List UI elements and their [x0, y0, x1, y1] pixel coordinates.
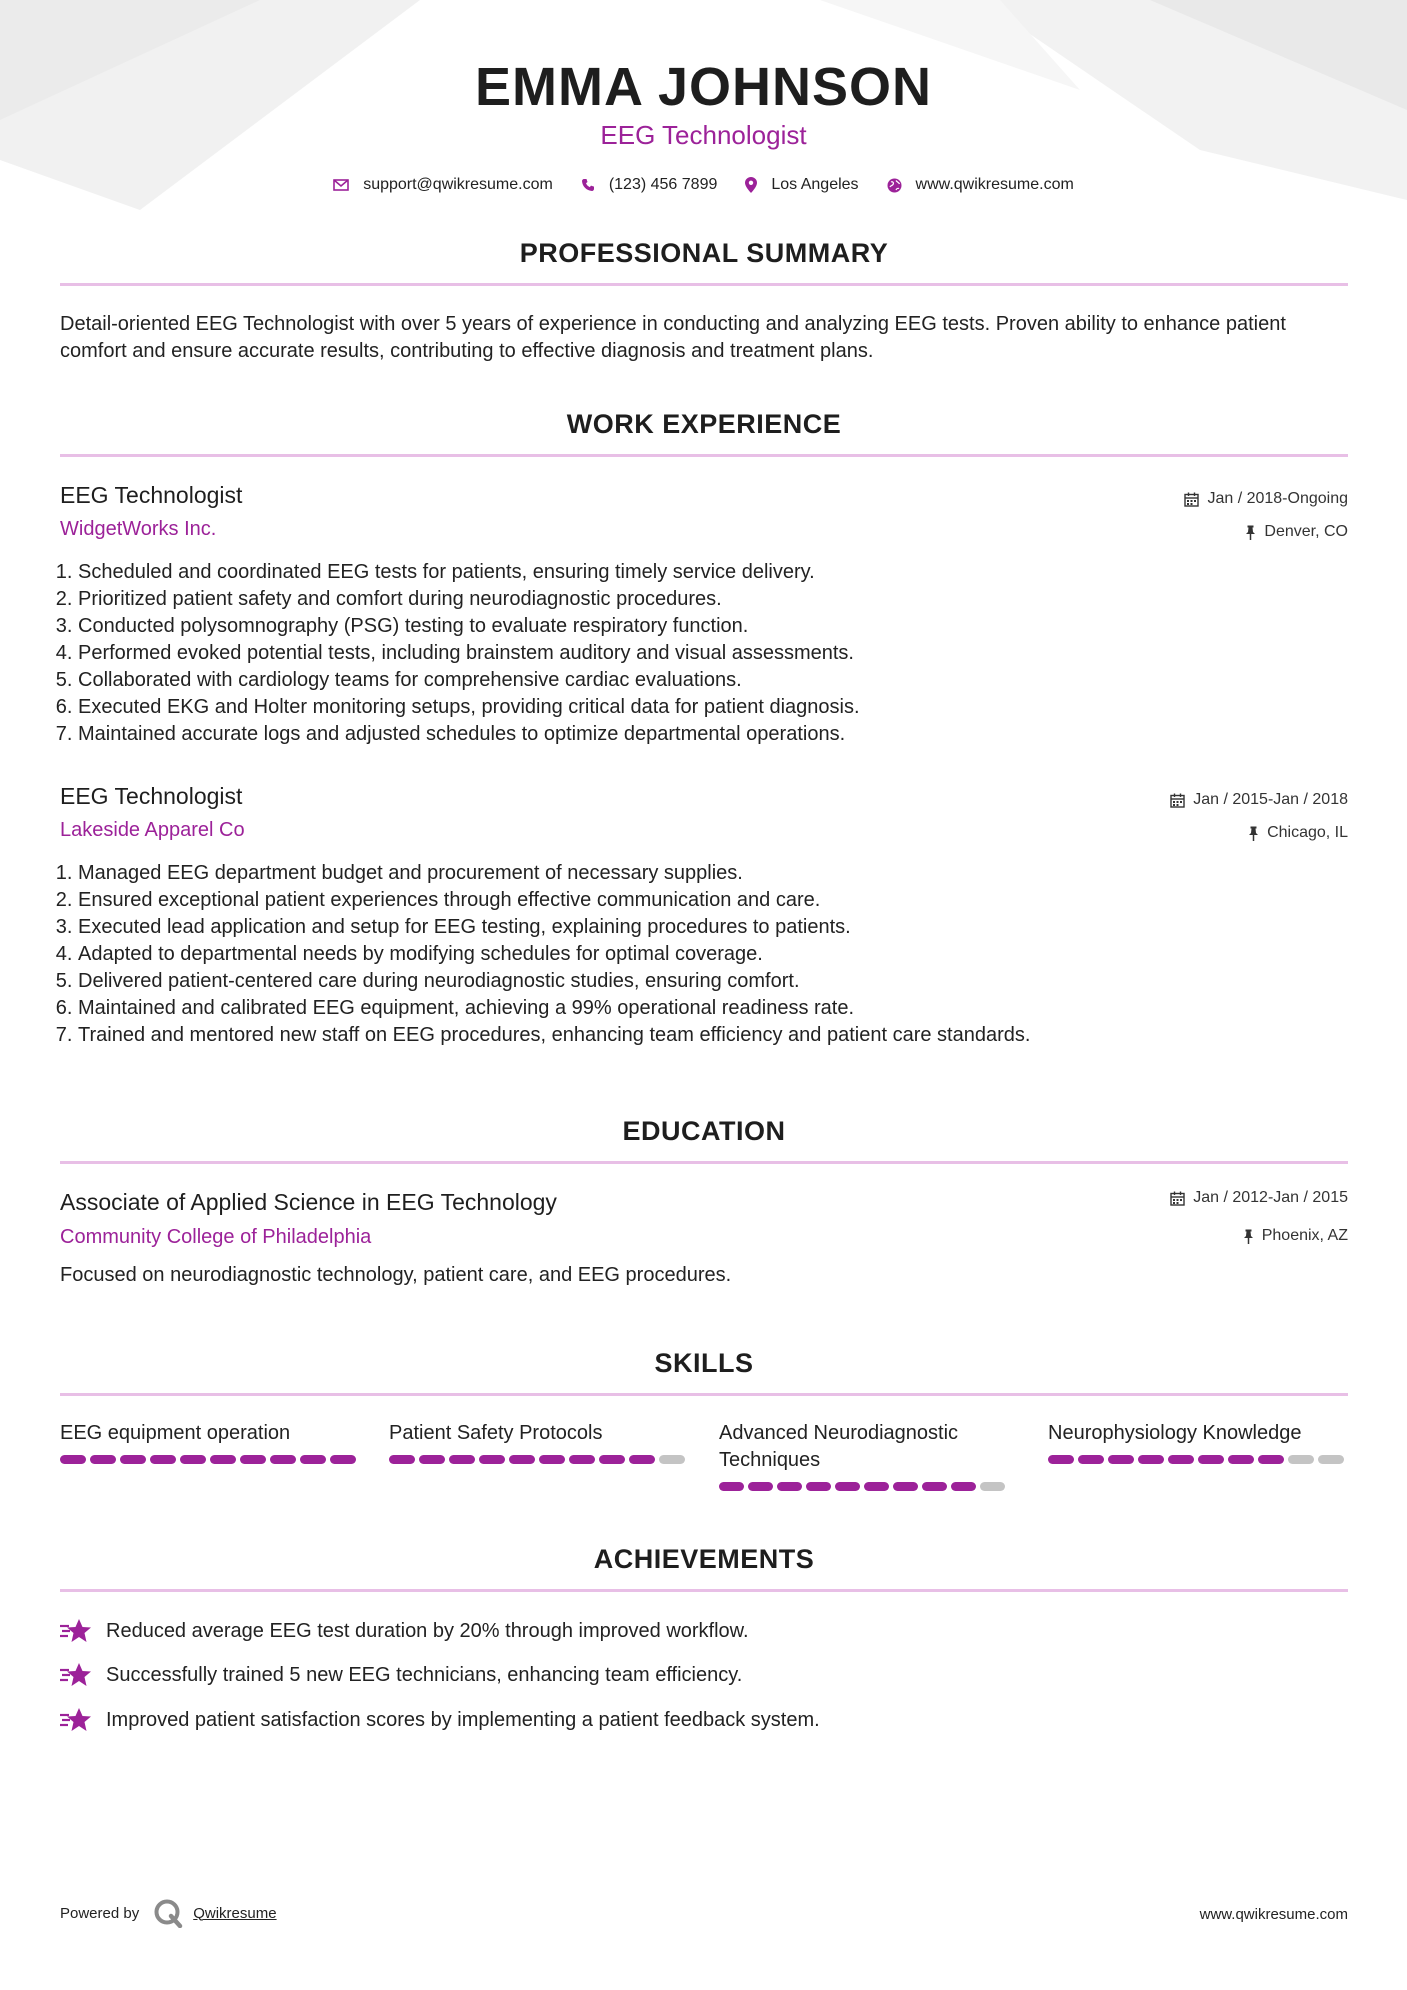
skill-segment-empty: [980, 1482, 1005, 1491]
star-icon: [60, 1662, 92, 1688]
list-item: 4. Adapted to departmental needs by modifying schedules for optimal coverage.: [78, 941, 1358, 968]
skill-label: EEG equipment operation: [60, 1422, 291, 1444]
skill-segment-filled: [599, 1455, 625, 1464]
skill-segment-filled: [449, 1455, 475, 1464]
contact-website-text: www.qwikresume.com: [915, 176, 1074, 193]
list-item: 4. Performed evoked potential tests, including brainstem auditory and visual assessments.: [78, 640, 1358, 667]
candidate-title: EEG Technologist: [600, 120, 807, 150]
experience-heading: WORK EXPERIENCE: [566, 409, 842, 439]
job-2-company: Lakeside Apparel Co: [60, 819, 245, 841]
list-item: 3. Conducted polysomnography (PSG) testing to evaluate respiratory function.: [78, 613, 1358, 640]
qwikresume-logo-icon: [153, 1898, 183, 1928]
calendar-icon: [1170, 793, 1185, 808]
job-2-title: EEG Technologist: [60, 783, 243, 809]
job-2-location: [1248, 824, 1348, 842]
skill-label: Advanced Neurodiagnostic Techniques: [719, 1422, 959, 1471]
skill-segment-filled: [835, 1482, 860, 1491]
achievement-text: Successfully trained 5 new EEG technicians, enhancing team efficiency.: [106, 1663, 743, 1686]
achievements-divider: [60, 1589, 1348, 1592]
footer-branding: [60, 1898, 277, 1928]
skill-segment-filled: [1078, 1455, 1104, 1464]
calendar-icon: [1184, 492, 1199, 507]
pin-icon: [1248, 826, 1259, 841]
contact-email[interactable]: [333, 176, 553, 194]
powered-by-label: Powered by: [60, 1904, 140, 1922]
job-1-dates: [1184, 490, 1348, 508]
skill-level-bar: [60, 1455, 360, 1464]
skill-segment-filled: [777, 1482, 802, 1491]
skill-segment-filled: [864, 1482, 889, 1491]
skill-segment-filled: [330, 1455, 356, 1464]
contact-bar: [0, 176, 1407, 194]
skill-segment-filled: [270, 1455, 296, 1464]
skill-segment-filled: [150, 1455, 176, 1464]
list-item: 6. Maintained and calibrated EEG equipment, achieving a 99% operational readiness rate.: [78, 995, 1358, 1022]
job-1-location-text: Denver, CO: [1264, 523, 1348, 540]
job-2-bullets: [60, 860, 1358, 1049]
skill-segment-filled: [569, 1455, 595, 1464]
skill-segment-filled: [210, 1455, 236, 1464]
skill-item: [60, 1420, 360, 1464]
education-heading: EDUCATION: [622, 1116, 786, 1146]
list-item: 7. Trained and mentored new staff on EEG procedures, enhancing team efficiency and patient care standards.: [78, 1022, 1358, 1049]
skills-divider: [60, 1393, 1348, 1396]
skill-segment-filled: [629, 1455, 655, 1464]
job-1-title: EEG Technologist: [60, 482, 243, 508]
skill-segment-filled: [90, 1455, 116, 1464]
list-item: 2. Prioritized patient safety and comfort during neurodiagnostic procedures.: [78, 586, 1358, 613]
skill-segment-filled: [893, 1482, 918, 1491]
skill-label: Neurophysiology Knowledge: [1048, 1422, 1302, 1444]
job-1-company: WidgetWorks Inc.: [60, 518, 217, 540]
job-1-location: [1245, 523, 1348, 541]
skill-segment-filled: [1048, 1455, 1074, 1464]
footer-website[interactable]: www.qwikresume.com: [1199, 1906, 1348, 1923]
achievement-item: [60, 1707, 820, 1733]
skill-segment-filled: [1108, 1455, 1134, 1464]
skill-item: [1048, 1420, 1348, 1464]
job-1-dates-text: Jan / 2018-Ongoing: [1207, 490, 1348, 507]
summary-heading: PROFESSIONAL SUMMARY: [519, 238, 889, 268]
list-item: 5. Delivered patient-centered care during neurodiagnostic studies, ensuring comfort.: [78, 968, 1358, 995]
star-icon: [60, 1618, 92, 1644]
skill-segment-filled: [60, 1455, 86, 1464]
list-item: 7. Maintained accurate logs and adjusted schedules to optimize departmental operations.: [78, 721, 1358, 748]
list-item: 5. Collaborated with cardiology teams for comprehensive cardiac evaluations.: [78, 667, 1358, 694]
list-item: 1. Managed EEG department budget and procurement of necessary supplies.: [78, 860, 1358, 887]
summary-text: Detail-oriented EEG Technologist with over 5 years of experience in conducting and analyzing EEG tests. Proven ability to enhance patient comfort and ensure accurate results, contributing to effective diagnosis and treatment plans.: [60, 313, 1286, 362]
skill-level-bar: [719, 1482, 1009, 1491]
skill-segment-empty: [1288, 1455, 1314, 1464]
skill-level-bar: [1048, 1455, 1348, 1464]
skill-segment-filled: [719, 1482, 744, 1491]
skill-label: Patient Safety Protocols: [389, 1422, 603, 1444]
contact-website[interactable]: [887, 176, 1074, 194]
location-icon: [745, 177, 757, 193]
pin-icon: [1243, 1229, 1254, 1244]
achievement-text: Improved patient satisfaction scores by implementing a patient feedback system.: [106, 1708, 820, 1731]
education-description: Focused on neurodiagnostic technology, patient care, and EEG procedures.: [60, 1264, 732, 1286]
job-1-bullets: [60, 559, 1358, 748]
candidate-name: EMMA JOHNSON: [474, 57, 933, 117]
achievement-item: [60, 1662, 742, 1688]
experience-divider: [60, 454, 1348, 457]
list-item: 3. Executed lead application and setup for EEG testing, explaining procedures to patients.: [78, 914, 1358, 941]
skill-segment-filled: [1258, 1455, 1284, 1464]
contact-email-text: support@qwikresume.com: [363, 176, 553, 193]
globe-icon: [887, 178, 902, 193]
skill-item: [719, 1420, 1009, 1491]
achievement-item: [60, 1618, 749, 1644]
skill-segment-filled: [300, 1455, 326, 1464]
skill-segment-filled: [240, 1455, 266, 1464]
skill-segment-filled: [1138, 1455, 1164, 1464]
education-dates-text: Jan / 2012-Jan / 2015: [1193, 1189, 1348, 1206]
list-item: 1. Scheduled and coordinated EEG tests for patients, ensuring timely service delivery.: [78, 559, 1358, 586]
phone-icon: [581, 178, 595, 192]
job-2-location-text: Chicago, IL: [1267, 824, 1348, 841]
skills-heading: SKILLS: [654, 1348, 754, 1378]
skill-segment-filled: [1168, 1455, 1194, 1464]
skill-segment-filled: [922, 1482, 947, 1491]
skill-segment-filled: [180, 1455, 206, 1464]
contact-phone-text: (123) 456 7899: [608, 176, 718, 193]
email-icon: [333, 179, 349, 191]
contact-phone[interactable]: [581, 176, 718, 194]
star-icon: [60, 1707, 92, 1733]
contact-location-text: Los Angeles: [771, 176, 859, 193]
skill-item: [389, 1420, 689, 1464]
skill-segment-filled: [1198, 1455, 1224, 1464]
education-school: Community College of Philadelphia: [60, 1226, 372, 1248]
education-location-text: Phoenix, AZ: [1261, 1227, 1348, 1244]
skill-segment-empty: [1318, 1455, 1344, 1464]
contact-location: [745, 176, 858, 194]
skill-segment-filled: [479, 1455, 505, 1464]
achievements-heading: ACHIEVEMENTS: [593, 1544, 815, 1574]
list-item: 2. Ensured exceptional patient experiences through effective communication and care.: [78, 887, 1358, 914]
skill-segment-filled: [509, 1455, 535, 1464]
skill-segment-filled: [951, 1482, 976, 1491]
job-2-dates: [1170, 791, 1348, 809]
skill-segment-empty: [659, 1455, 685, 1464]
skill-segment-filled: [389, 1455, 415, 1464]
list-item: 6. Executed EKG and Holter monitoring setups, providing critical data for patient diagnosis.: [78, 694, 1358, 721]
skill-segment-filled: [806, 1482, 831, 1491]
skill-segment-filled: [419, 1455, 445, 1464]
pin-icon: [1245, 525, 1256, 540]
education-dates: [1170, 1189, 1348, 1207]
skill-segment-filled: [748, 1482, 773, 1491]
education-divider: [60, 1161, 1348, 1164]
job-2-dates-text: Jan / 2015-Jan / 2018: [1193, 791, 1348, 808]
education-location: [1243, 1227, 1348, 1245]
skill-level-bar: [389, 1455, 689, 1464]
summary-divider: [60, 283, 1348, 286]
skill-segment-filled: [539, 1455, 565, 1464]
skill-segment-filled: [1228, 1455, 1254, 1464]
qwikresume-link[interactable]: Qwikresume: [193, 1904, 277, 1922]
calendar-icon: [1170, 1191, 1185, 1206]
achievement-text: Reduced average EEG test duration by 20% through improved workflow.: [106, 1619, 749, 1642]
skill-segment-filled: [120, 1455, 146, 1464]
education-degree: Associate of Applied Science in EEG Technology: [60, 1189, 557, 1215]
